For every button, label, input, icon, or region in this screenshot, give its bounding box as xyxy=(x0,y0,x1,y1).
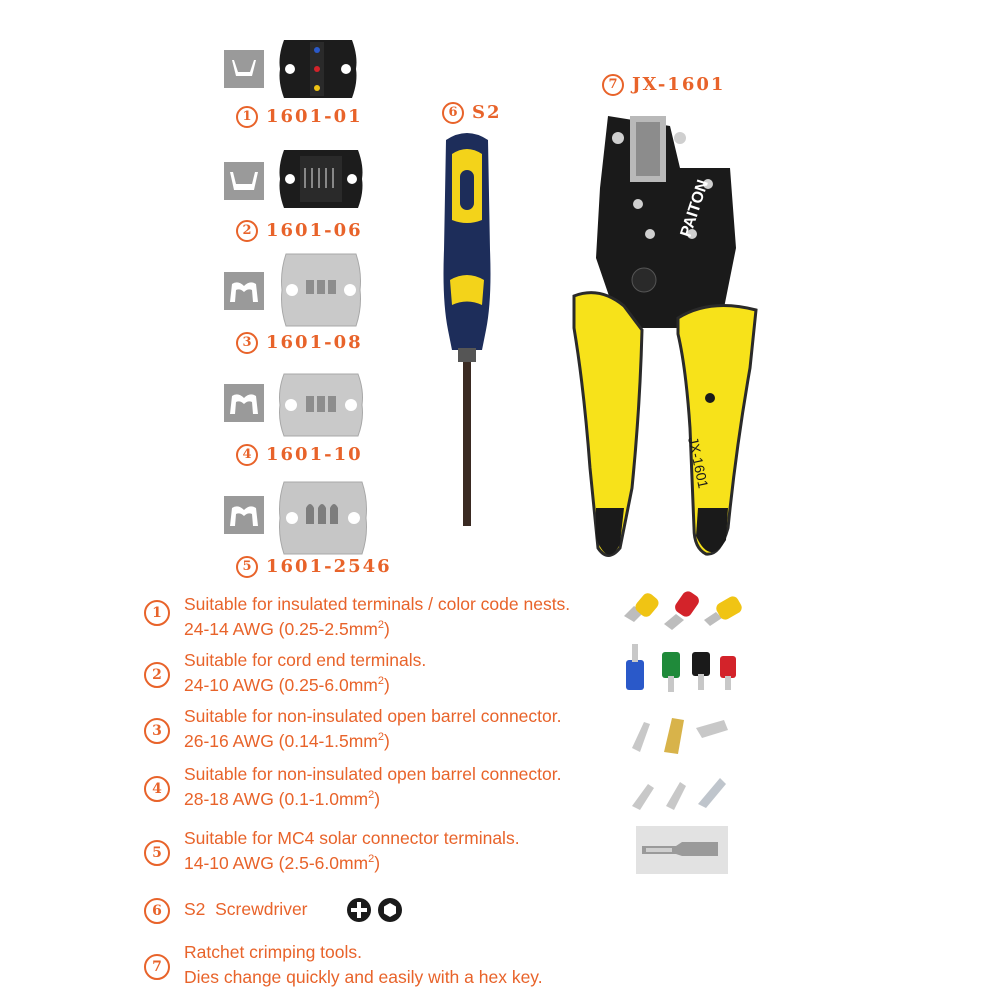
desc-number-7: 7 xyxy=(144,954,170,980)
screwdriver-image xyxy=(432,130,502,530)
desc-block-4: Suitable for non-insulated open barrel connector. 28-18 AWG $(0.1-1.0mm^2)$ xyxy=(184,764,562,809)
desc-block-2: Suitable for cord end terminals. 24-10 AWG $(0.25-6.0mm^2)$ xyxy=(184,650,427,695)
desc-number-3: 3 xyxy=(144,718,170,744)
brand-label: PAITON xyxy=(677,177,713,240)
die-caption-5: 5 1601-2546 xyxy=(236,556,392,578)
hex-icon xyxy=(378,898,402,922)
small-open-barrel-image xyxy=(626,768,732,812)
crimper-tool-image xyxy=(560,108,770,568)
trough-profile-icon xyxy=(224,162,264,200)
die-photo-1601-10 xyxy=(276,370,366,440)
b-profile-icon xyxy=(224,384,264,422)
desc-number-2: 2 xyxy=(144,662,170,688)
insulated-terminals-image xyxy=(620,586,750,636)
desc-number-4: 4 xyxy=(144,776,170,802)
die-caption-3: 3 1601-08 xyxy=(236,332,363,354)
desc-block-3: Suitable for non-insulated open barrel connector. 26-16 AWG $(0.14-1.5mm^2)$ xyxy=(184,706,562,751)
b-profile-icon xyxy=(224,496,264,534)
desc-number-6: 6 xyxy=(144,898,170,924)
desc-block-6: S2 Screwdriver xyxy=(184,899,308,919)
die-photo-1601-2546 xyxy=(276,478,370,558)
screwdriver-caption: 6 S2 xyxy=(442,102,502,124)
die-caption-1: 1 1601-01 xyxy=(236,106,363,128)
open-barrel-connectors-image xyxy=(624,708,734,758)
die-caption-4: 4 1601-10 xyxy=(236,444,363,466)
u-profile-icon xyxy=(224,50,264,88)
desc-block-5: Suitable for MC4 solar connector terminals. 14-10 AWG $(2.5-6.0mm^2)$ xyxy=(184,828,520,873)
bit-types-icons xyxy=(346,897,404,923)
mc4-terminal-image xyxy=(636,826,728,874)
desc-block-7: Ratchet crimping tools. Dies change quickly and easily with a hex key. xyxy=(184,942,543,987)
desc-block-1: Suitable for insulated terminals / color code nests. 24-14 AWG $(0.25-2.5mm^2)$ xyxy=(184,594,571,639)
b-profile-icon xyxy=(224,272,264,310)
die-photo-1601-06 xyxy=(276,146,366,212)
die-photo-1601-08 xyxy=(278,250,364,330)
handle-model-label: JX-1601 xyxy=(685,435,712,490)
desc-number-5: 5 xyxy=(144,840,170,866)
phillips-icon xyxy=(347,898,371,922)
die-caption-2: 2 1601-06 xyxy=(236,220,363,242)
cord-end-terminals-image xyxy=(622,642,740,694)
die-photo-1601-01 xyxy=(276,36,360,102)
desc-number-1: 1 xyxy=(144,600,170,626)
crimper-caption: 7 JX-1601 xyxy=(602,74,725,96)
